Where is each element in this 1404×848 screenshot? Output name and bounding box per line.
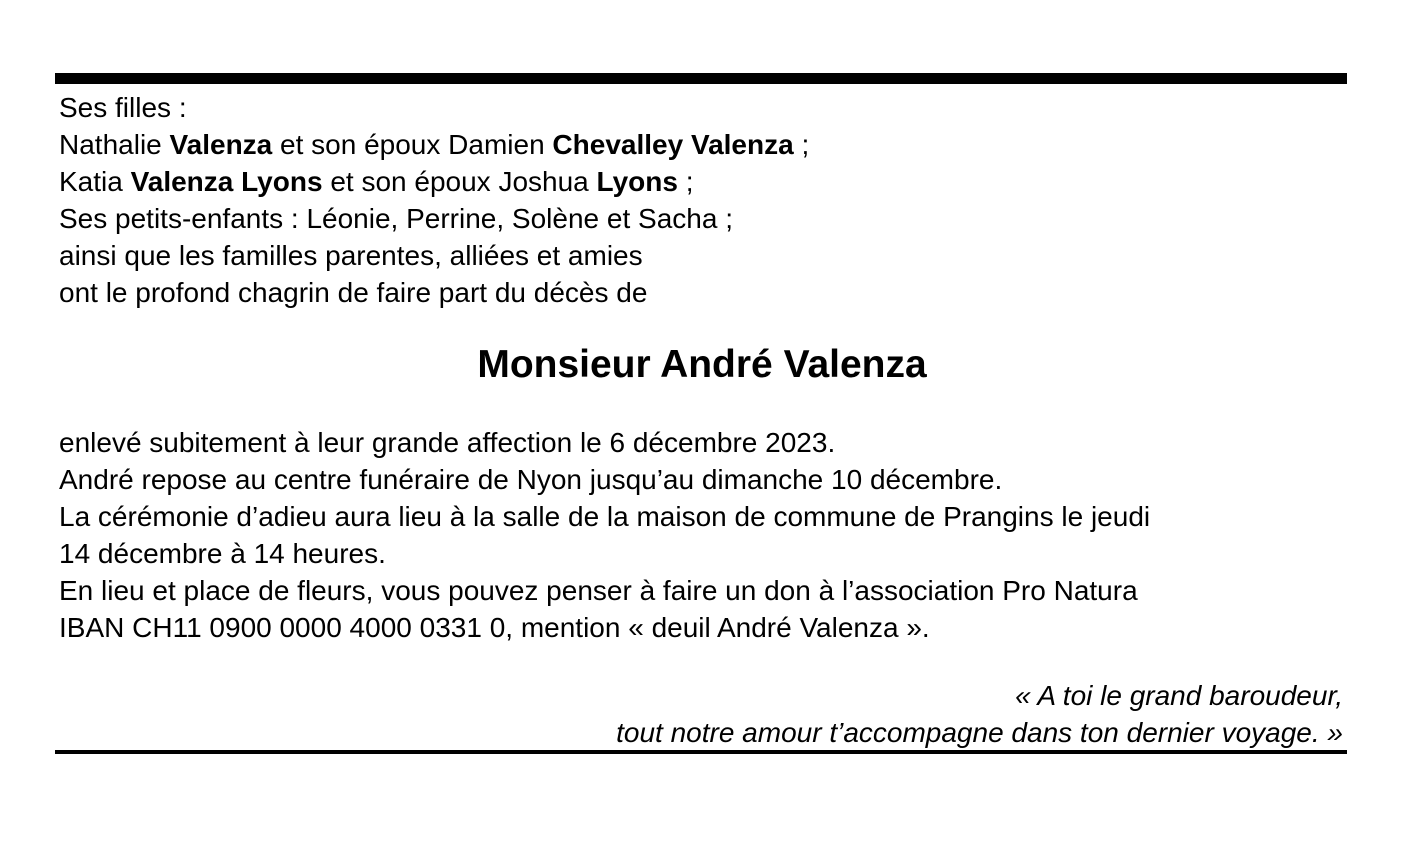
surname: Chevalley Valenza xyxy=(552,129,794,160)
body-line-ceremony: La cérémonie d’adieu aura lieu à la salle de la maison de commune de Prangins le jeudi xyxy=(59,501,1151,532)
bottom-rule xyxy=(55,750,1347,754)
surname: Valenza xyxy=(169,129,273,160)
surname: Lyons xyxy=(596,166,678,197)
surname: Valenza Lyons xyxy=(130,166,323,197)
intro-line-grandchildren: Ses petits-enfants : Léonie, Perrine, Solène et Sacha ; xyxy=(59,203,733,234)
intro-line-daughter-1 xyxy=(59,126,809,163)
body-line-iban: IBAN CH11 0900 0000 4000 0331 0, mention « deuil André Valenza ». xyxy=(59,612,930,643)
intro-line-daughter-2 xyxy=(59,163,809,200)
text-segment: et son époux Damien xyxy=(272,129,553,160)
body-line-date: enlevé subitement à leur grande affection le 6 décembre 2023. xyxy=(59,427,836,458)
quote-line-2: tout notre amour t’accompagne dans ton dernier voyage. » xyxy=(616,717,1343,748)
intro-line-families: ainsi que les familles parentes, alliées et amies xyxy=(59,240,643,271)
intro-block xyxy=(59,89,809,311)
body-line-rest: André repose au centre funéraire de Nyon jusqu’au dimanche 10 décembre. xyxy=(59,464,1003,495)
text-segment: Katia xyxy=(59,166,131,197)
body-line-ceremony-time: 14 décembre à 14 heures. xyxy=(59,538,386,569)
body-line-donation: En lieu et place de fleurs, vous pouvez penser à faire un don à l’association Pro Natura xyxy=(59,575,1138,606)
body-block xyxy=(59,424,1150,646)
text-segment: Nathalie xyxy=(59,129,170,160)
top-rule xyxy=(55,73,1347,84)
closing-quote xyxy=(616,677,1343,751)
intro-line-announcement: ont le profond chagrin de faire part du décès de xyxy=(59,277,648,308)
quote-line-1: « A toi le grand baroudeur, xyxy=(1015,680,1343,711)
intro-line-daughters-heading: Ses filles : xyxy=(59,92,187,123)
text-segment: et son époux Joshua xyxy=(322,166,597,197)
text-segment: ; xyxy=(793,129,810,160)
text-segment: ; xyxy=(677,166,694,197)
deceased-name: Monsieur André Valenza xyxy=(477,343,927,386)
